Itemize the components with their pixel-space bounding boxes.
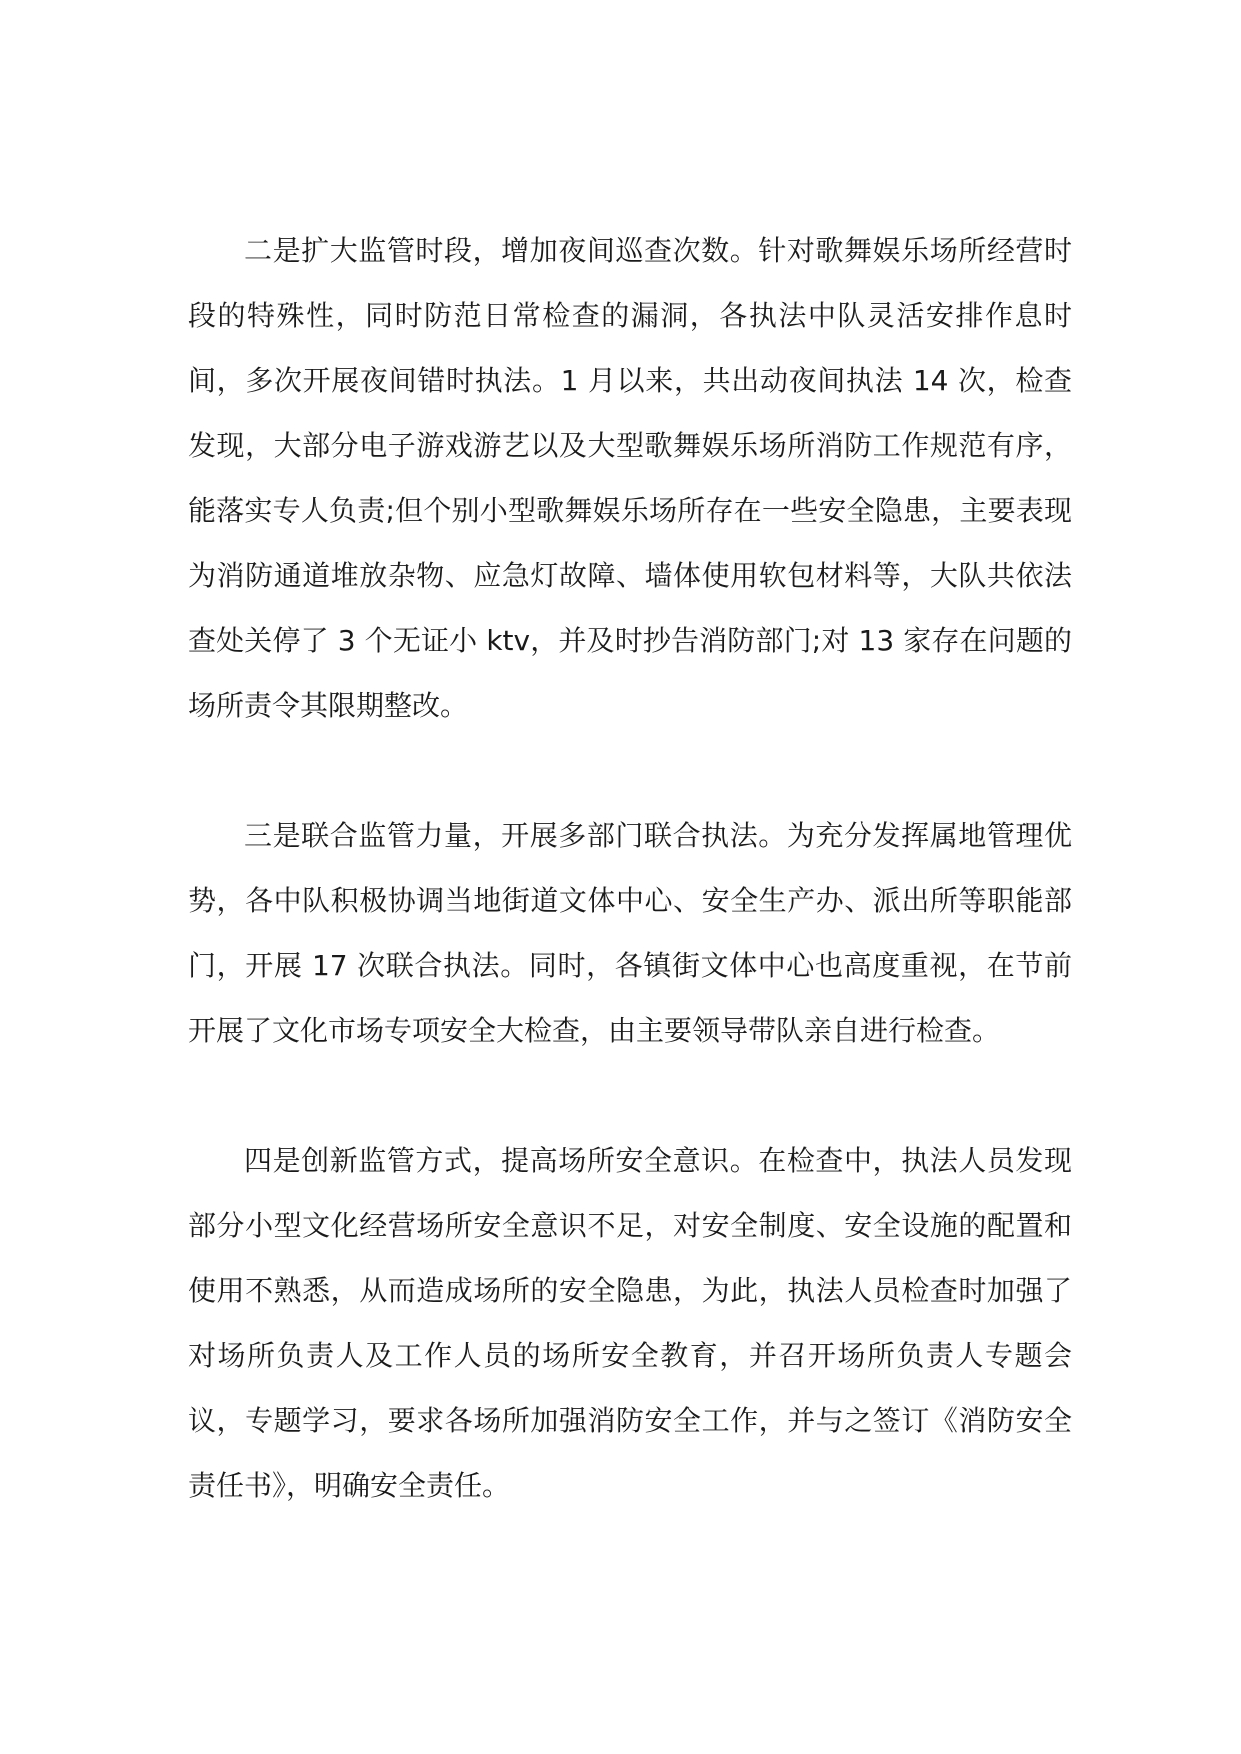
paragraph-extend-supervision-hours: 二是扩大监管时段，增加夜间巡查次数。针对歌舞娱乐场所经营时段的特殊性，同时防范日常检查的漏洞，各执法中队灵活安排作息时间，多次开展夜间错时执法。1 月以来，共出动夜间执法 14 次，检查发现，大部分电子游戏游艺以及大型歌舞娱乐场所消防工作规范有序，能落实专人负责;但个别小型歌舞娱乐场所存在一些安全隐患，主要表现为消防通道堆放杂物、应急灯故障、墙体使用软包材料等，大队共依法查处关停了 3 个无证小 ktv，并及时抄告消防部门;对 13 家存在问题的场所责令其限期整改。 bbox=[188, 234, 1072, 722]
document-body bbox=[188, 218, 1072, 1518]
paragraph-joint-supervision: 三是联合监管力量，开展多部门联合执法。为充分发挥属地管理优势，各中队积极协调当地街道文体中心、安全生产办、派出所等职能部门，开展 17 次联合执法。同时，各镇街文体中心也高度重视，在节前开展了文化市场专项安全大检查，由主要领导带队亲自进行检查。 bbox=[188, 819, 1072, 1047]
paragraph-innovative-supervision: 四是创新监管方式，提高场所安全意识。在检查中，执法人员发现部分小型文化经营场所安全意识不足，对安全制度、安全设施的配置和使用不熟悉，从而造成场所的安全隐患，为此，执法人员检查时加强了对场所负责人及工作人员的场所安全教育，并召开场所负责人专题会议，专题学习，要求各场所加强消防安全工作，并与之签订《消防安全责任书》，明确安全责任。 bbox=[188, 1144, 1072, 1502]
